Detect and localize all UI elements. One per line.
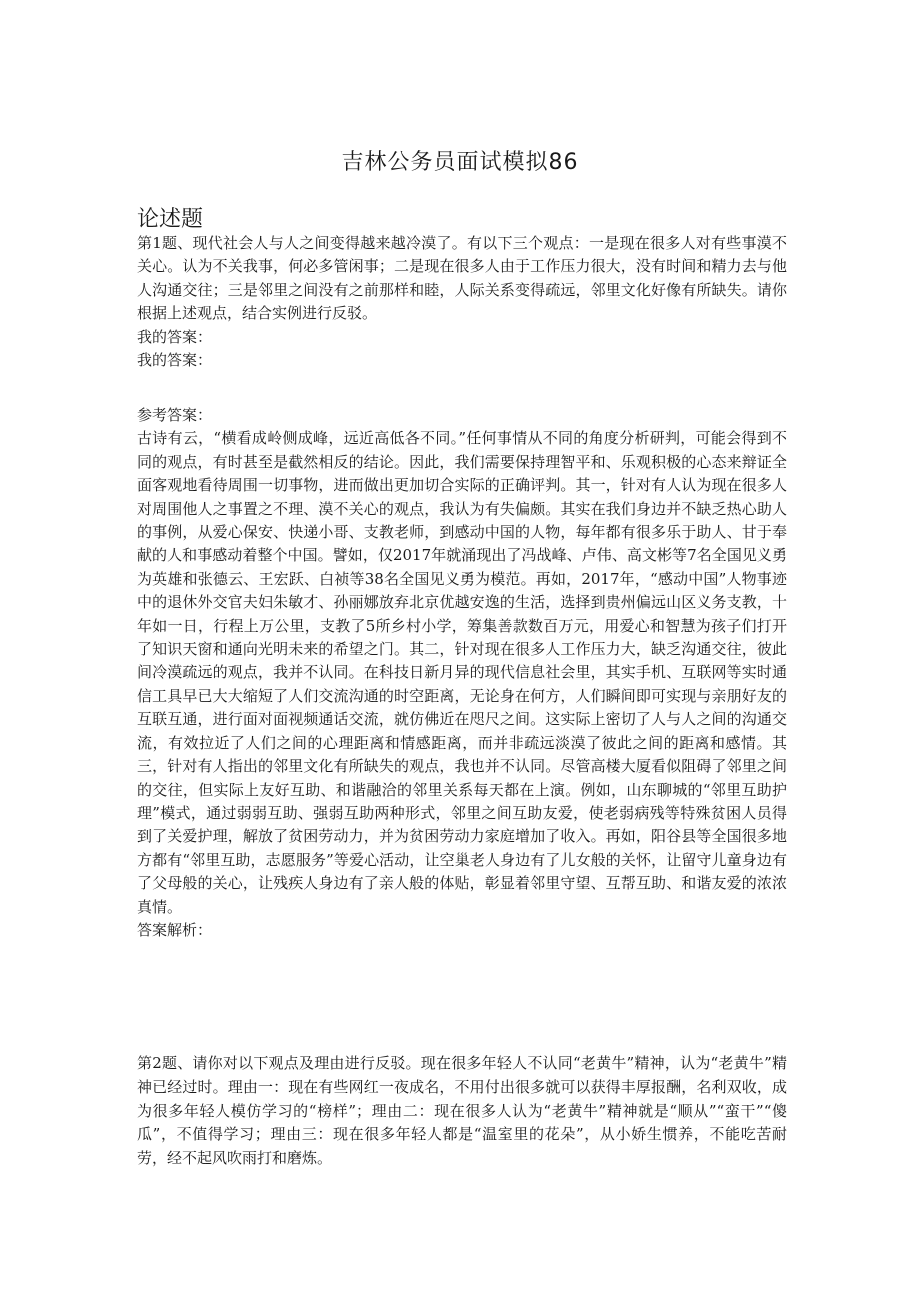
question-2 bbox=[137, 1052, 787, 1171]
question-1 bbox=[137, 232, 787, 372]
page-title: 吉林公务员面试模拟86 bbox=[341, 150, 579, 175]
question-1-text: 第1题、现代社会人与人之间变得越来越冷漠了。有以下三个观点：一是现在很多人对有些事漠不关心。认为不关我事，何必多管闲事；二是现在很多人由于工作压力很大，没有时间和精力去与他人沟通交往；三是邻里之间没有之前那样和睦，人际关系变得疏远，邻里文化好像有所缺失。请你根据上述观点，结合实例进行反驳。 bbox=[137, 234, 787, 323]
reference-answer-block bbox=[137, 404, 787, 942]
section-heading: 论述题 bbox=[137, 207, 204, 232]
my-answer-label-repeat: 我的答案： bbox=[137, 351, 213, 370]
my-answer-label: 我的答案： bbox=[137, 327, 213, 346]
reference-answer-label: 参考答案： bbox=[137, 406, 213, 424]
question-2-text: 第2题、请你对以下观点及理由进行反驳。现在很多年轻人不认同“老黄牛”精神，认为“老黄牛”精神已经过时。理由一：现在有些网红一夜成名，不用付出很多就可以获得丰厚报酬，名利双收，成为很多年轻人模仿学习的“榜样”；理由二：现在很多人认为“老黄牛”精神就是“顺从”“蛮干”“傻瓜”，不值得学习；理由三：现在很多年轻人都是“温室里的花朵”，从小娇生惯养，不能吃苦耐劳，经不起风吹雨打和磨炼。 bbox=[137, 1054, 787, 1168]
reference-answer-text: 古诗有云，“横看成岭侧成峰，远近高低各不同。”任何事情从不同的角度分析研判，可能会得到不同的观点，有时甚至是截然相反的结论。因此，我们需要保持理智平和、乐观积极的心态来辩证全面客观地看待周围一切事物，进而做出更加切合实际的正确评判。其一，针对有人认为现在很多人对周围他人之事置之不理、漠不关心的观点，我认为有失偏颇。其实在我们身边并不缺乏热心助人的事例，从爱心保安、快递小哥、支教老师，到感动中国的人物，每年都有很多乐于助人、甘于奉献的人和事感动着整个中国。譬如，仅2017年就涌现出了冯战峰、卢伟、高文彬等7名全国见义勇为英雄和张德云、王宏跃、白祯等38名全国见义勇为模范。再如，2017年，“感动中国”人物事迹中的退休外交官夫妇朱敏才、孙丽娜放弃北京优越安逸的生活，选择到贵州偏远山区义务支教，十年如一日，行程上万公里，支教了5所乡村小学，筹集善款数百万元，用爱心和智慧为孩子们打开了知识天窗和通向光明未来的希望之门。其二，针对现在很多人工作压力大，缺乏沟通交往，彼此间冷漠疏远的观点，我并不认同。在科技日新月异的现代信息社会里，其实手机、互联网等实时通信工具早已大大缩短了人们交流沟通的时空距离，无论身在何方，人们瞬间即可实现与亲朋好友的互联互通，进行面对面视频通话交流，就仿佛近在咫尺之间。这实际上密切了人与人之间的沟通交流，有效拉近了人们之间的心理距离和情感距离，而并非疏远淡漠了彼此之间的距离和感情。其三，针对有人指出的邻里文化有所缺失的观点，我也并不认同。尽管高楼大厦看似阻碍了邻里之间的交往，但实际上友好互助、和谐融洽的邻里关系每天都在上演。例如，山东聊城的“邻里互助护理”模式，通过弱弱互助、强弱互助两种形式，邻里之间互助友爱，使老弱病残等特殊贫困人员得到了关爱护理，解放了贫困劳动力，并为贫困劳动力家庭增加了收入。再如，阳谷县等全国很多地方都有“邻里互助，志愿服务”等爱心活动，让空巢老人身边有了儿女般的关怀，让留守儿童身边有了父母般的关心，让残疾人身边有了亲人般的体贴，彰显着邻里守望、互帮互助、和谐友爱的浓浓真情。 bbox=[137, 429, 787, 916]
answer-analysis-label: 答案解析： bbox=[137, 920, 213, 939]
